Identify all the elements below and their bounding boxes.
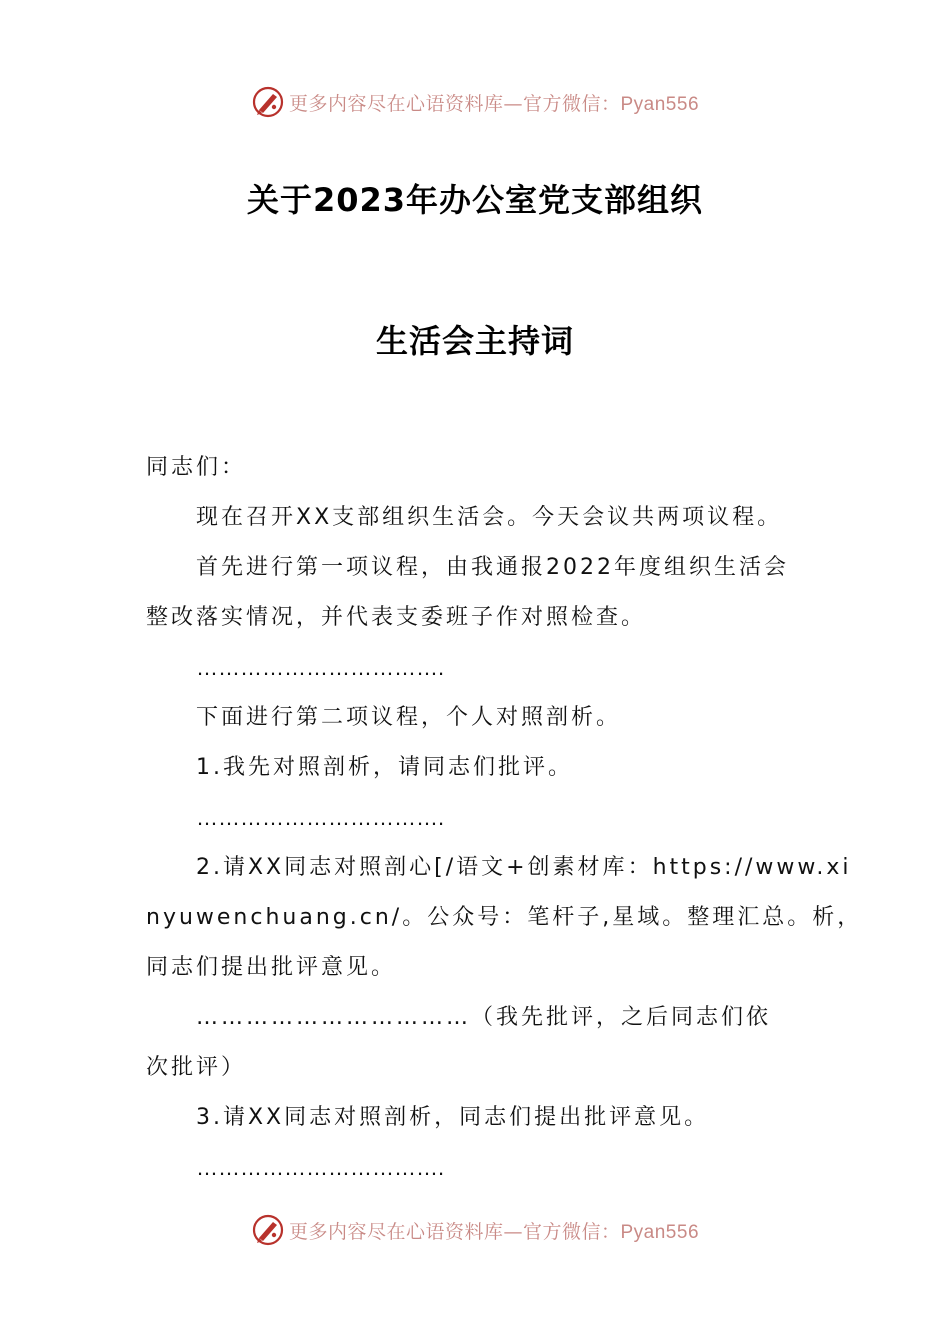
paragraph-2-line-1: 首先进行第一项议程，由我通报2022年度组织生活会 bbox=[196, 555, 789, 580]
ellipsis-1: ……………………………. bbox=[196, 655, 445, 680]
ellipsis-2: ……………………………. bbox=[196, 805, 445, 830]
footer-banner bbox=[0, 1210, 950, 1250]
paragraph-2-line-2: 整改落实情况，并代表支委班子作对照检查。 bbox=[146, 605, 647, 630]
ellipsis-3: ……………………………. bbox=[196, 1155, 445, 1180]
paragraph-5-line-2: nyuwenchuang.cn/。公众号：笔杆子,星域。整理汇总。析， bbox=[146, 905, 863, 930]
paragraph-7: 3.请XX同志对照剖析，同志们提出批评意见。 bbox=[196, 1105, 710, 1130]
paragraph-5-line-1: 2.请XX同志对照剖心[/语文+创素材库：https://www.xi bbox=[196, 855, 852, 880]
banner-text-wechat-id: Pyan556 bbox=[620, 93, 700, 115]
header-banner bbox=[0, 82, 950, 122]
document-title-line-2: 生活会主持词 bbox=[375, 322, 574, 360]
paragraph-6-line-1: ……………………………（我先批评，之后同志们依 bbox=[196, 1005, 772, 1030]
banner-text-cn: 更多内容尽在心语资料库—官方微信： bbox=[288, 1220, 621, 1243]
salutation: 同志们： bbox=[146, 455, 247, 480]
document-title-line-1: 关于2023年办公室党支部组织 bbox=[246, 181, 704, 219]
paragraph-1: 现在召开XX支部组织生活会。今天会议共两项议程。 bbox=[196, 505, 783, 530]
pen-nib-logo-icon bbox=[251, 1213, 285, 1247]
pen-nib-logo-icon bbox=[251, 85, 285, 119]
paragraph-3: 下面进行第二项议程，个人对照剖析。 bbox=[196, 705, 622, 730]
banner-text bbox=[289, 1217, 699, 1244]
banner-text-cn: 更多内容尽在心语资料库—官方微信： bbox=[288, 92, 621, 115]
paragraph-6-line-2: 次批评） bbox=[146, 1055, 247, 1080]
paragraph-4: 1.我先对照剖析，请同志们批评。 bbox=[196, 755, 573, 780]
paragraph-5-line-3: 同志们提出批评意见。 bbox=[146, 955, 397, 980]
banner-text-wechat-id: Pyan556 bbox=[620, 1221, 700, 1243]
banner-text bbox=[289, 89, 699, 116]
